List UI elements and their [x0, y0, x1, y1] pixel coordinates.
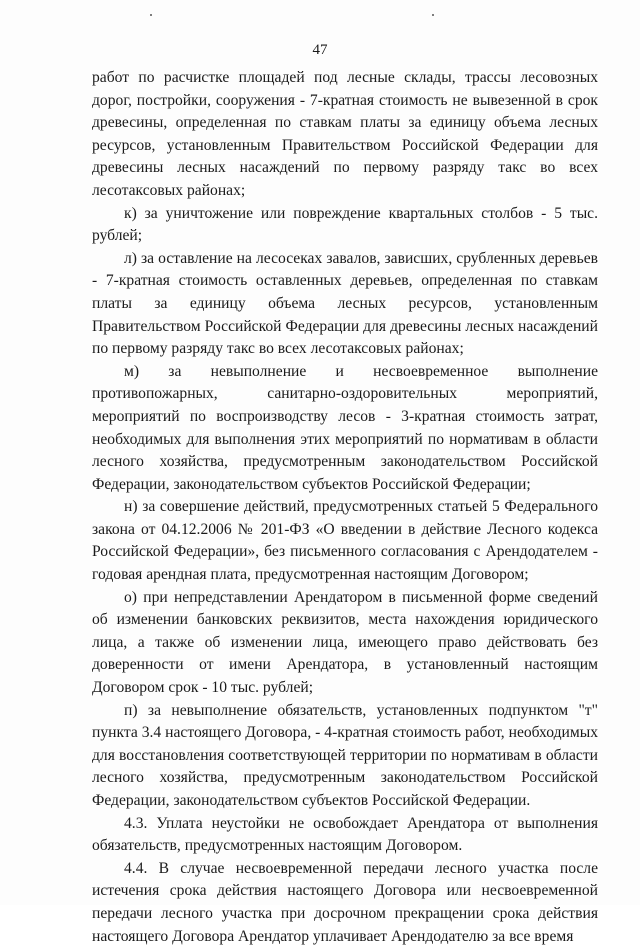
paragraph-item-o: о) при непредставлении Арендатором в письменной форме сведений об изменении банковских реквизитов, места нахождения юридического лица, а также об изменении лица, имеющего право действовать без доверенности от имени Арендатора, в установленный настоящим Договором срок - 10 тыс. рублей;	[92, 588, 598, 697]
scan-speck	[432, 14, 434, 16]
page-number: 47	[312, 42, 328, 58]
paragraph-continuation: работ по расчистке площадей под лесные склады, трассы лесовозных дорог, постройки, сооружения - 7-кратная стоимость не вывезенной в срок древесины, определенная по ставкам платы за единицу объема лесных ресурсов, установленным Правительством Российской Федерации для древесины лесных насаждений по первому разряду такс во всех лесотаксовых районах;	[92, 69, 598, 199]
paragraph-clause-4-3: 4.3. Уплата неустойки не освобождает Арендатора от выполнения обязательств, предусмотренных настоящим Договором.	[92, 814, 598, 855]
scan-speck	[150, 14, 152, 16]
paragraph-item-m: м) за невыполнение и несвоевременное выполнение противопожарных, санитарно-оздоровительных мероприятий, мероприятий по воспроизводству лесов - 3-кратная стоимость затрат, необходимых для выполнения этих мероприятий по нормативам в области лесного хозяйства, предусмотренным законодательством Российской Федерации, законодательством субъектов Российской Федерации;	[92, 362, 598, 493]
paragraph-clause-4-4: 4.4. В случае несвоевременной передачи лесного участка после истечения срока действия настоящего Договора или несвоевременной передачи лесного участка при досрочном прекращении срока действия настоящего Договора Арендатор уплачивает Арендодателю за все время	[92, 859, 598, 945]
document-body	[92, 67, 598, 948]
paragraph-item-n: н) за совершение действий, предусмотренных статьей 5 Федерального закона от 04.12.2006 № 201-ФЗ «О введении в действие Лесного кодекса Российской Федерации», без письменного согласования с Арендодателем - годовая арендная плата, предусмотренная настоящим Договором;	[92, 498, 598, 584]
paragraph-item-p: п) за невыполнение обязательств, установленных подпунктом "т" пункта 3.4 настоящего Договора, - 4-кратная стоимость работ, необходимых для восстановления соответствующей территории по нормативам в области лесного хозяйства, предусмотренным законодательством Российской Федерации, законодательством субъектов Российской Федерации.	[92, 701, 598, 809]
paragraph-item-k: к) за уничтожение или повреждение квартальных столбов - 5 тыс. рублей;	[92, 204, 598, 245]
paragraph-item-l: л) за оставление на лесосеках завалов, зависших, срубленных деревьев - 7-кратная стоимость оставленных деревьев, определенная по ставкам платы за единицу объема лесных ресурсов, установленным Правительством Российской Федерации для древесины лесных насаждений по первому разряду такс во всех лесотаксовых районах;	[92, 249, 598, 358]
